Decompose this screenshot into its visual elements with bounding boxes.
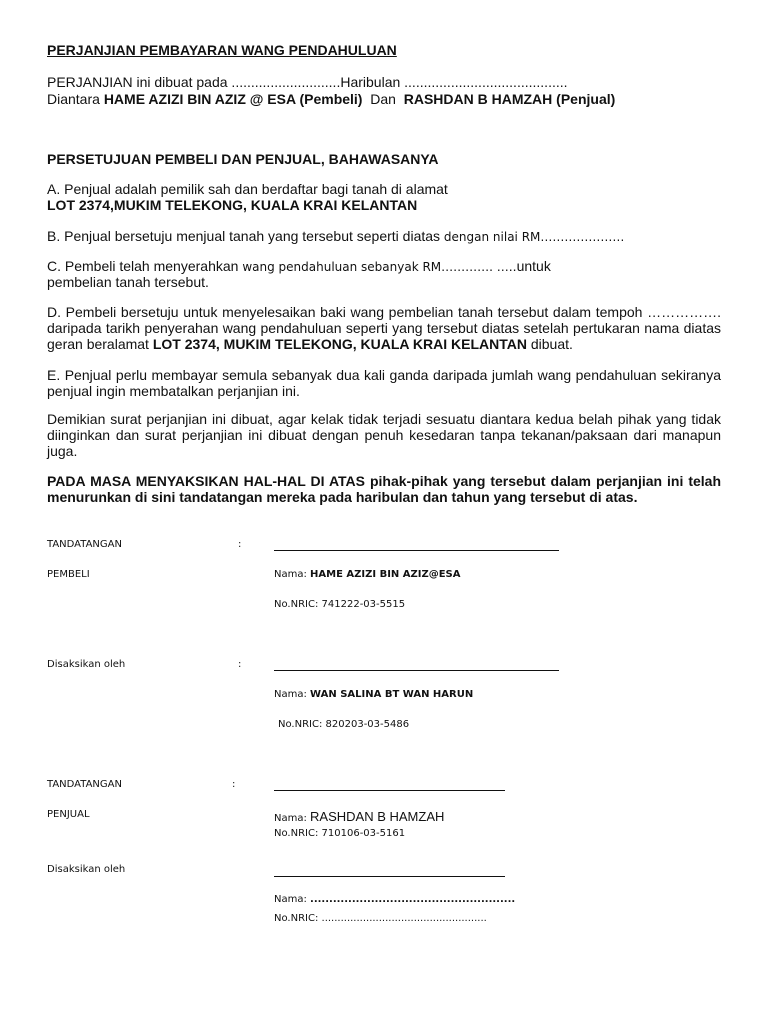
clause-a-text: A. Penjual adalah pemilik sah dan berdaftar bagi tanah di alamat [47, 181, 448, 197]
clause-e: E. Penjual perlu membayar semula sebanyak dua kali ganda daripada jumlah wang pendahuluan sekiranya penjual ingin membatalkan perjanjian ini. [47, 367, 721, 399]
seller-witness-name-prefix: Nama: [274, 894, 311, 905]
seller-nric-prefix: No.NRIC: [274, 828, 322, 839]
clause-d-end: dibuat. [526, 336, 573, 352]
clause-c-end: ..untuk [508, 258, 551, 274]
seller-witness-label: Disaksikan oleh [47, 864, 126, 875]
seller-signature-line[interactable] [274, 790, 505, 791]
clause-c-line2: pembelian tanah tersebut. [47, 274, 209, 290]
clause-b [47, 228, 624, 245]
seller-label: PENJUAL [47, 809, 90, 820]
clause-d-text: D. Pembeli bersetuju untuk menyelesaikan baki wang pembelian tanah tersebut dalam tempoh ……………. daripada tarikh penyerahan wang pendahuluan seperti yang tersebut diatas setelah pertukaran nama diatas geran beralamat [47, 304, 721, 352]
buyer-witness-nric-value: 820203-03-5486 [325, 719, 410, 730]
seller-nric [274, 828, 405, 839]
clause-c [47, 258, 551, 275]
agreement-date-line: PERJANJIAN ini dibuat pada ............................Haribulan .......................................... [47, 74, 568, 90]
seller-witness-name-value: ...................................................... [310, 894, 516, 905]
clause-b-text: B. Penjual bersetuju menjual tanah yang tersebut seperti diatas [47, 228, 444, 244]
document-title: PERJANJIAN PEMBAYARAN WANG PENDAHULUAN [47, 42, 397, 58]
seller-sign-label: TANDATANGAN [47, 779, 122, 790]
seller-sign-colon: : [232, 779, 236, 790]
clause-c-text: C. Pembeli telah menyerahkan [47, 258, 243, 274]
closing-paragraph: Demikian surat perjanjian ini dibuat, agar kelak tidak terjadi sesuatu diantara kedua belah pihak yang tidak diinginkan dan surat perjanjian ini dibuat dengan penuh kesedaran tanpa tekanan/paksaan dari manapun juga. [47, 411, 721, 459]
seller-witness-nric-value: .................................................... [321, 913, 487, 924]
buyer-sign-label: TANDATANGAN [47, 539, 122, 550]
clause-c-amount: wang pendahuluan sebanyak RM…………. … [242, 260, 509, 274]
buyer-witness-nric-prefix: No.NRIC: [278, 719, 326, 730]
buyer-witness-colon: : [238, 659, 242, 670]
buyer-party: HAME AZIZI BIN AZIZ @ ESA (Pembeli) [103, 91, 363, 107]
clause-d-address: LOT 2374, MUKIM TELEKONG, KUALA KRAI KELANTAN [152, 336, 527, 352]
buyer-nric-value: 741222-03-5515 [321, 599, 406, 610]
buyer-nric-prefix: No.NRIC: [274, 599, 322, 610]
buyer-name-prefix: Nama: [274, 569, 311, 580]
seller-witness-signature-line[interactable] [274, 876, 505, 877]
buyer-witness-name-prefix: Nama: [274, 689, 311, 700]
buyer-name-value: HAME AZIZI BIN AZIZ@ESA [310, 569, 461, 580]
clause-a-address: LOT 2374,MUKIM TELEKONG, KUALA KRAI KELANTAN [47, 197, 418, 213]
seller-name [274, 809, 444, 824]
buyer-nric [274, 599, 405, 610]
buyer-sign-colon: : [238, 539, 242, 550]
clause-d [47, 304, 721, 352]
buyer-name [274, 569, 461, 580]
and-label: Dan [362, 91, 404, 107]
buyer-witness-name-value: WAN SALINA BT WAN HARUN [310, 689, 474, 700]
seller-witness-nric-prefix: No.NRIC: [274, 913, 322, 924]
buyer-witness-label: Disaksikan oleh [47, 659, 126, 670]
parties-line [47, 91, 615, 107]
agreement-heading: PERSETUJUAN PEMBELI DAN PENJUAL, BAHAWASANYA [47, 151, 439, 167]
seller-party: RASHDAN B HAMZAH (Penjual) [403, 91, 616, 107]
seller-witness-nric [274, 913, 487, 924]
buyer-witness-nric [278, 719, 409, 730]
seller-nric-value: 710106-03-5161 [321, 828, 406, 839]
witness-statement: PADA MASA MENYAKSIKAN HAL-HAL DI ATAS pihak-pihak yang tersebut dalam perjanjian ini telah menurunkan di sini tandatangan mereka pada haribulan dan tahun yang tersebut di atas. [47, 473, 721, 505]
buyer-label: PEMBELI [47, 569, 90, 580]
buyer-witness-signature-line[interactable] [274, 670, 559, 671]
seller-name-value: RASHDAN B HAMZAH [310, 809, 445, 824]
buyer-signature-line[interactable] [274, 550, 559, 551]
buyer-witness-name [274, 689, 473, 700]
seller-witness-name [274, 894, 515, 905]
clause-b-value: dengan nilai RM………………… [443, 230, 625, 244]
seller-name-prefix: Nama: [274, 813, 311, 824]
between-label: Diantara [47, 91, 104, 107]
